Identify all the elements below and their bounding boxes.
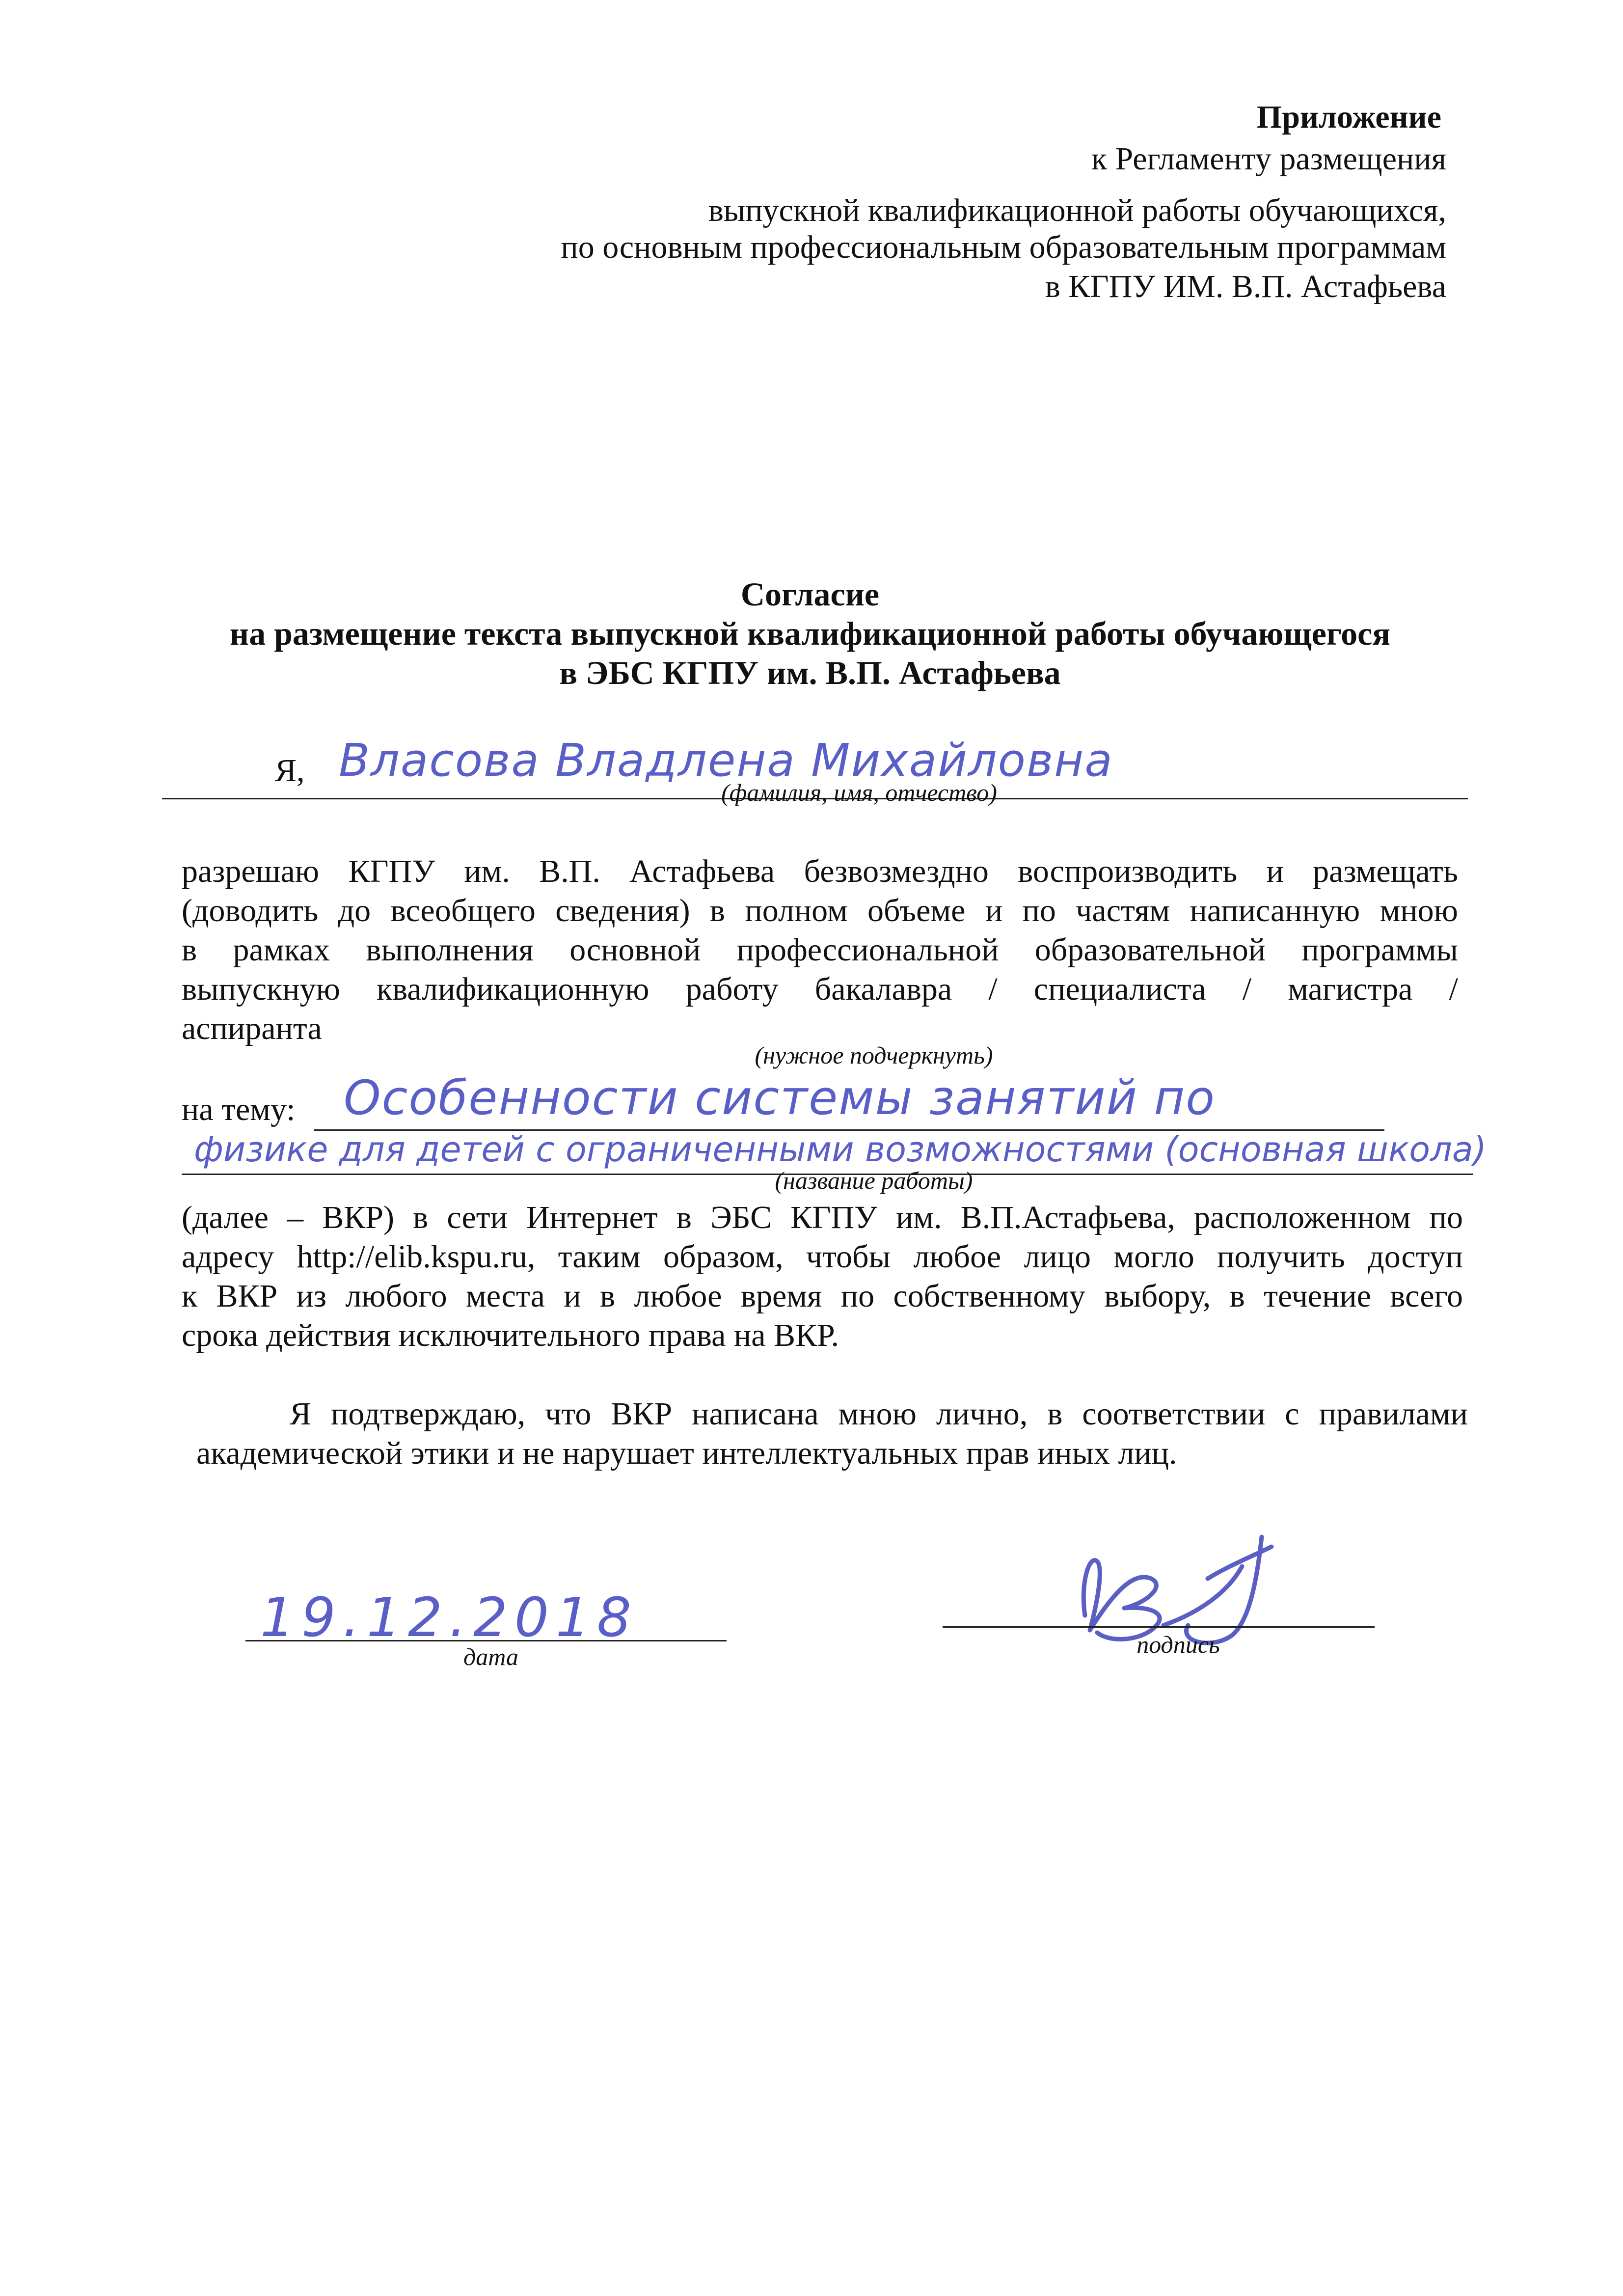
signature-caption: подпись bbox=[1136, 1631, 1220, 1658]
topic-handwritten-line-1: Особенности системы занятий по bbox=[344, 1070, 1216, 1125]
publication-line-1: (далее – ВКР) в сети Интернет в ЭБС КГПУ им. В.П.Астафьева, расположенном по bbox=[182, 1200, 1463, 1235]
permission-line-5: аспиранта bbox=[182, 1011, 322, 1046]
document-subtitle-2: в ЭБС КГПУ им. В.П. Астафьева bbox=[559, 654, 1061, 691]
permission-line-2: (доводить до всеобщего сведения) в полном объеме и по частям написанную мною bbox=[182, 893, 1458, 929]
topic-caption: (название работы) bbox=[775, 1167, 973, 1194]
signature-underline bbox=[943, 1626, 1375, 1628]
permission-line-4: выпускную квалификационную работу бакалавра / специалиста / магистра / bbox=[182, 971, 1458, 1007]
publication-line-2: адресу http://elib.kspu.ru, таким образом, чтобы любое лицо могло получить доступ bbox=[182, 1239, 1463, 1275]
document-title: Согласие bbox=[740, 575, 880, 613]
permission-line-1: разрешаю КГПУ им. В.П. Астафьева безвозмездно воспроизводить и размещать bbox=[182, 853, 1458, 889]
date-caption: дата bbox=[463, 1643, 518, 1670]
underline-hint-caption: (нужное подчеркнуть) bbox=[755, 1041, 993, 1069]
appendix-line-2: выпускной квалификационной работы обучающихся, bbox=[708, 192, 1446, 228]
confirmation-line-2: академической этики и не нарушает интеллектуальных прав иных лиц. bbox=[196, 1435, 1177, 1471]
name-handwritten: Власова Владлена Михайловна bbox=[339, 734, 1113, 787]
confirmation-line-1: Я подтверждаю, что ВКР написана мною лично, в соответствии с правилами bbox=[290, 1396, 1468, 1432]
appendix-line-3: по основным профессиональным образовательным программам bbox=[561, 229, 1446, 265]
date-handwritten: 19.12.2018 bbox=[260, 1586, 638, 1649]
permission-line-3: в рамках выполнения основной профессиональной образовательной программы bbox=[182, 932, 1458, 968]
appendix-label: Приложение bbox=[1256, 99, 1441, 135]
topic-prefix: на тему: bbox=[182, 1092, 296, 1127]
name-caption: (фамилия, имя, отчество) bbox=[721, 779, 997, 806]
publication-line-3: к ВКР из любого места и в любое время по собственному выбору, в течение всего bbox=[182, 1278, 1463, 1314]
date-underline bbox=[245, 1640, 727, 1641]
topic-handwritten-line-2: физике для детей с ограниченными возможностями (основная школа) bbox=[194, 1129, 1487, 1170]
publication-line-4: срока действия исключительного права на ВКР. bbox=[182, 1317, 839, 1353]
name-prefix: Я, bbox=[275, 753, 305, 789]
document-subtitle-1: на размещение текста выпускной квалификационной работы обучающегося bbox=[229, 615, 1391, 652]
appendix-line-1: к Регламенту размещения bbox=[1091, 141, 1446, 177]
appendix-line-4: в КГПУ ИМ. В.П. Астафьева bbox=[1045, 269, 1446, 304]
